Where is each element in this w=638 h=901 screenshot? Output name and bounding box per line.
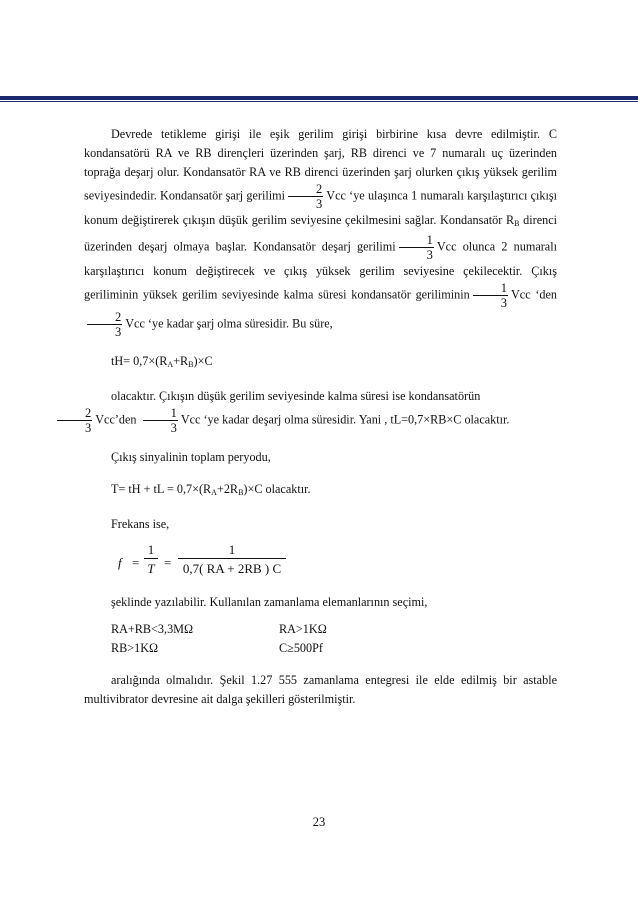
fraction-one-third: $\frac{1}{3}$ xyxy=(143,406,178,435)
subscript: B xyxy=(514,219,520,228)
paragraph-selection: şeklinde yazılabilir. Kullanılan zamanlama elemanlarının seçimi, xyxy=(111,595,428,609)
fraction-frequency: $\frac{1}{0,7( RA + 2RB ) C}$ xyxy=(178,542,286,578)
paragraph-text: Vcc’den xyxy=(95,412,137,427)
equation-th: $tH= 0,7\times(R_A+R_B)\times C$ xyxy=(111,354,213,369)
header-rule-thin xyxy=(0,101,638,102)
paragraph-total-period: Çıkış sinyalinin toplam peryodu, xyxy=(111,450,271,464)
paragraph-frequency: Frekans ise, xyxy=(111,517,170,531)
fraction-one-third: $\frac{1}{3}$ xyxy=(399,233,434,262)
fraction-two-thirds: $\frac{2}{3}$ xyxy=(57,406,92,435)
paragraph-text: Vcc ‘ye kadar şarj olma süresidir. Bu süre, xyxy=(125,316,333,331)
paragraph-charge-discharge xyxy=(84,125,557,339)
header-rule-thick xyxy=(0,96,638,100)
page-body xyxy=(84,125,557,709)
fraction-one-third: $\frac{1}{3}$ xyxy=(473,281,508,310)
paragraph-text: Vcc ‘ye kadar deşarj olma süresidir. Yani , tL=0,7×RB×C olacaktır. xyxy=(180,412,510,427)
selection-row-1: RA+RB<3,3MΩ RA>1KΩ xyxy=(111,622,327,636)
paragraph-text: Vcc ‘den xyxy=(510,287,557,302)
fraction-two-thirds: $\frac{2}{3}$ xyxy=(87,310,122,339)
equation-period: T= tH + tL = $0,7\times(R_A+2R_B)\times C$ olacaktır. xyxy=(111,482,311,497)
equation-frequency: f = $\frac{1}{T}$ = $\frac{1}{0,7( RA + 2RB ) C}$ xyxy=(118,542,557,580)
paragraph-text: direnci üzerinden deşarj olmaya başlar. Kondansatör deşarj gerilimi xyxy=(84,213,557,254)
paragraph-low-time xyxy=(84,387,557,435)
fraction-one-over-t: $\frac{1}{T}$ xyxy=(144,542,158,578)
paragraph-text: olacaktır. Çıkışın düşük gerilim seviyesinde kalma süresi ise kondansatörün xyxy=(111,389,481,403)
paragraph-text: Vcc ‘ye ulaşınca 1 numaralı karşılaştırıcı çıkışı konum değiştirerek çıkışın düşük gerilim seviyesine çekilmesini sağlar. Kondansatör R xyxy=(84,188,557,227)
paragraph-range: aralığında olmalıdır. Şekil 1.27 555 zamanlama entegresi ile elde edilmiş bir astable multivibrator devresine ait dalga şekilleri gösterilmiştir. xyxy=(84,673,557,706)
fraction-two-thirds: $\frac{2}{3}$ xyxy=(288,182,323,211)
paragraph-text: Devrede tetikleme girişi ile eşik gerilim girişi birbirine kısa devre edilmiştir. C kondansatörü RA ve RB dirençleri üzerinden şarj, RB direnci ve 7 numaralı uç üzerinden toprağa deşarj olur. Kondansatör RA ve RB direnci üzerinden şarj olurken çıkış yüksek gerilim seviyesindedir. Kondansatör şarj gerilimi xyxy=(84,127,557,203)
page-number: 23 xyxy=(312,815,326,829)
paragraph-text: Vcc olunca 2 numaralı karşılaştırıcı konum değiştirecek ve çıkış yüksek gerilim seviyesine çekilecektir. Çıkış geriliminin yüksek gerilim seviyesinde kalma süresi kondansatör geriliminin xyxy=(84,239,557,302)
selection-row-2: RB>1KΩ C≥500Pf xyxy=(111,641,323,655)
